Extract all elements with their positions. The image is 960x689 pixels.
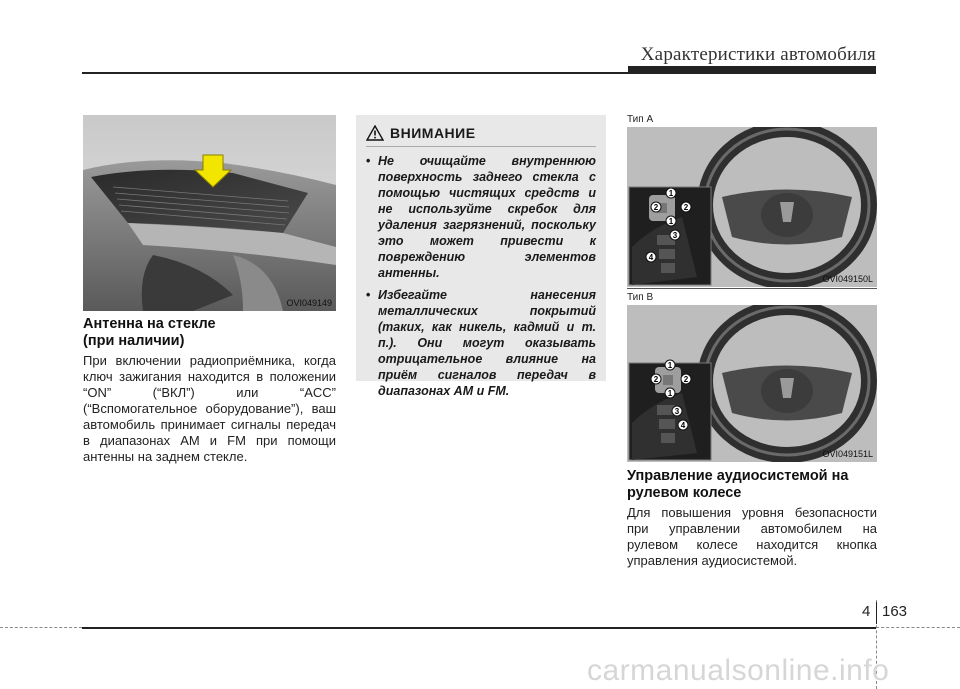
footer-dash-left xyxy=(0,627,82,628)
type-b-label: Тип B xyxy=(627,292,654,303)
rear-window-illustration xyxy=(83,115,336,311)
steering-wheel-type-a-illustration xyxy=(627,127,877,287)
antenna-heading-line1: Антенна на стекле xyxy=(83,316,216,332)
callout-label: 2 xyxy=(653,203,659,212)
steering-wheel-type-b-photo xyxy=(627,305,877,462)
page-separator xyxy=(876,602,877,624)
warning-title: ВНИМАНИЕ xyxy=(390,124,476,141)
footer-rule xyxy=(82,627,876,629)
callout-label: 2 xyxy=(683,203,689,212)
callout-label: 1 xyxy=(668,217,674,226)
antenna-heading-line2: (при наличии) xyxy=(83,333,185,349)
callout-label: 2 xyxy=(683,375,689,384)
audio-control-body-text: Для повышения уровня безопасности при управлении автомобилем на рулевом колесе находится кнопка управления аудиосистемой. xyxy=(627,505,877,568)
callout-label: 3 xyxy=(672,231,678,240)
callout-label: 3 xyxy=(674,407,680,416)
photo-code: OVI049150L xyxy=(822,274,873,284)
rear-window-photo xyxy=(83,115,336,311)
callout-label: 4 xyxy=(680,421,686,430)
page-number: 163 xyxy=(882,603,908,620)
warning-item: • Избегайте нанесения металлических покрытий (таких, как никель, кадмий и т. п.). Они могут оказывать отрицательное влияние на приём сигналов передач в диапазонах AM и FM. xyxy=(366,287,596,399)
type-a-label: Тип A xyxy=(627,114,654,125)
footer-dash-right xyxy=(876,627,960,628)
photo-code: OVI049151L xyxy=(822,449,873,459)
divider xyxy=(627,288,877,289)
warning-header xyxy=(366,123,596,147)
antenna-body-text: При включении радиоприёмника, когда ключ зажигания находится в положении “ON” (“ВКЛ”) или “ACC” (“Вспомогательное оборудование”), ваш автомобиль принимает сигналы передач в диапазонах AM и FM при помощи антенны на заднем стекле. xyxy=(83,353,336,464)
warning-item: • Не очищайте внутреннюю поверхность заднего стекла с помощью чистящих средств и не используйте скребок для удаления загрязнений, поскольку это может привести к повреждению элементов антенны. xyxy=(366,153,596,281)
warning-box xyxy=(356,115,606,398)
callout-label: 1 xyxy=(667,389,673,398)
warning-triangle-icon xyxy=(366,125,384,141)
callout-label: 4 xyxy=(648,253,654,262)
audio-control-heading-line1: Управление аудиосистемой на xyxy=(627,468,849,484)
callout-label: 2 xyxy=(653,375,659,384)
callout-label: 1 xyxy=(667,361,673,370)
watermark: carmanualsonline.info xyxy=(587,654,890,687)
photo-code: OVI049149 xyxy=(286,298,332,308)
audio-control-heading-line2: рулевом колесе xyxy=(627,485,742,501)
section-title: Характеристики автомобиля xyxy=(640,44,876,65)
header-rule xyxy=(82,72,876,74)
callout-label: 1 xyxy=(668,189,674,198)
steering-wheel-type-a-photo xyxy=(627,127,877,287)
steering-wheel-type-b-illustration xyxy=(627,305,877,462)
chapter-number: 4 xyxy=(862,603,871,620)
